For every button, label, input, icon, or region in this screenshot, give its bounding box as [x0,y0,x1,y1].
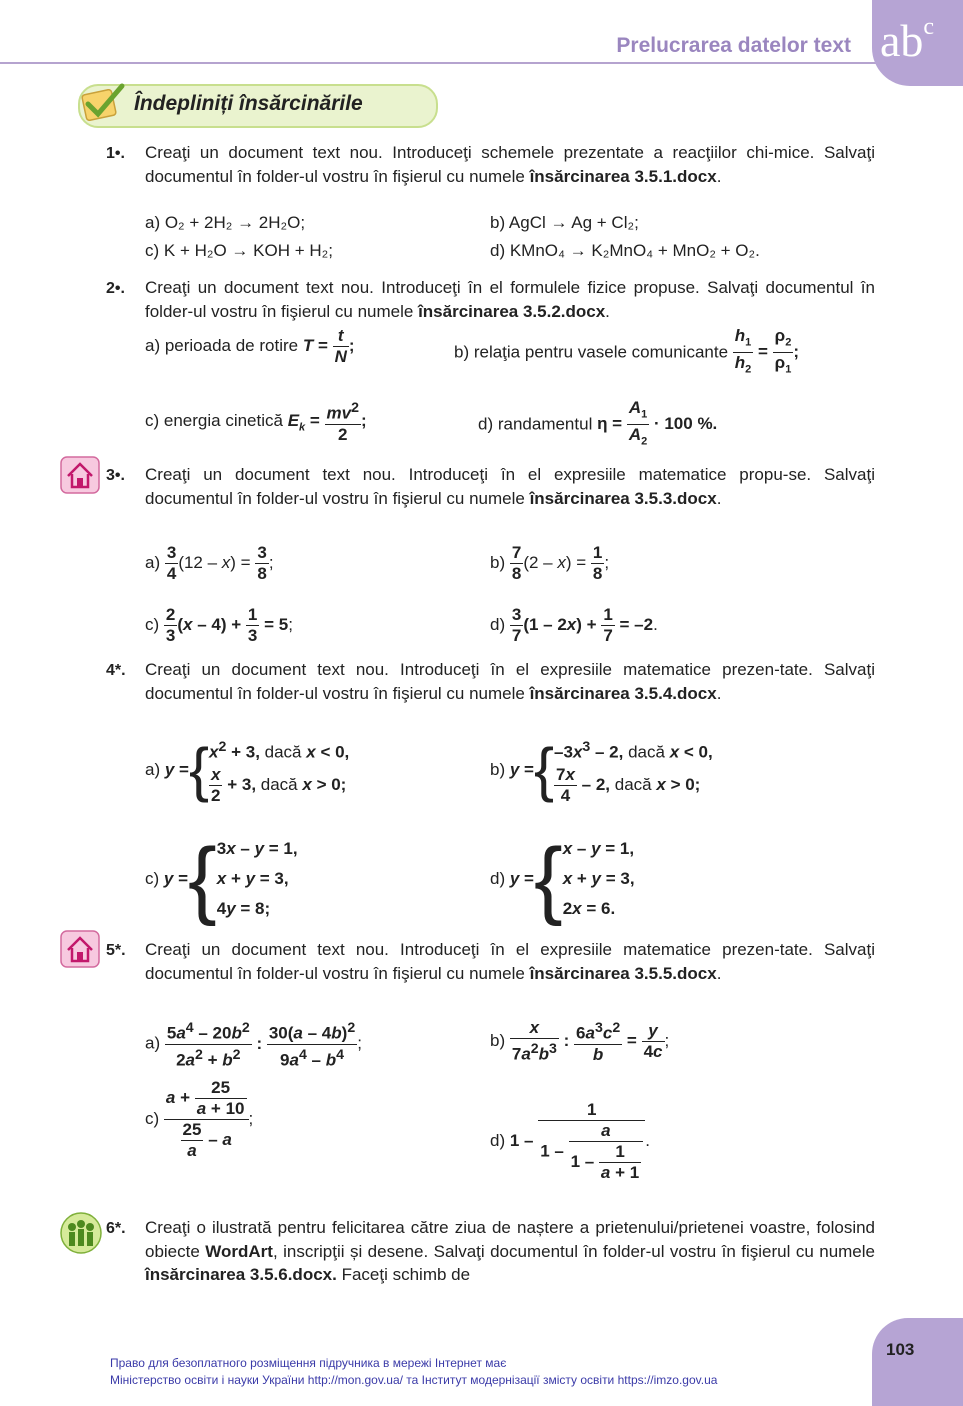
chapter-logo: $ab^c$ [880,14,935,66]
task-item: b) AgCl → Ag + Cl₂; [490,213,639,232]
formula-vessels: b) relaţia pentru vasele comunicante $\frac{h_1}{h_2}$ = $\frac{\rho_2}{\rho_1}$ ; [454,326,799,376]
check-list-icon [78,82,128,124]
task-text: Creaţi un document text nou. Introduceţi în el expresiile matematice prezen-tate. Salvaţi documentul în folder-ul vostru în fişierul cu numele însărcinarea 3.5.4.docx. [145,660,875,703]
task-number: 6*. [106,1220,126,1237]
system-4b: b) y = { $-3x^3 - 2$, dacă x < 0, $\frac{7x}{4}$ – 2, dacă x > 0; [490,736,713,805]
expression-5c: c) a + $\frac{25}{a + 10}$ $\frac{25}{a}$ – a ; [145,1078,254,1160]
task-text: Creaţi o ilustrată pentru felicitarea către ziua de naștere a prietenului/prietenei voastre, folosind obiecte WordArt, inscripţii și desene. Salvaţi documentul în folder-ul vostru în fişierul cu numele însărcinarea 3.5.6.docx. Faceţi schimb de [145,1218,875,1284]
task-item: a) O₂ + 2H₂ → 2H₂O; [145,213,306,232]
expression-3b: b) $\frac{7}{8}$ (2 – x) = $\frac{1}{8}$ ; [490,543,610,583]
system-4c: c) y = { 3x – y = 1, x + y = 3, 4y = 8; [145,831,298,927]
house-icon [60,456,100,494]
task-number: 1•. [106,145,125,162]
expression-5a: a) $\frac{5a^4 - 20b^2}{2a^2 + b^2}$ : $\frac{30(a - 4b)^2}{9a^4 - b^4}$ ; [145,1020,362,1070]
footer-line-2: Міністерство освіти і науки України http://mon.gov.ua/ та Інститут модернізації змісту освіти https://imzo.gov.ua [110,1373,718,1387]
expression-5d: d) 1 – 1 1 – a 1 – $\frac{1}{a + 1}$ . [490,1100,650,1182]
task-text: Creaţi un document text nou. Introduceţi schemele prezentate a reacţiilor chi-mice. Salvaţi documentul în folder-ul vostru în fişierul cu numele însărcinarea 3.5.1.docx. [145,143,875,186]
task-number: 3•. [106,467,125,484]
task-item: d) KMnO₄ → K₂MnO₄ + MnO₂ + O₂. [490,241,760,260]
task-number: 2•. [106,280,125,297]
task-text: Creaţi un document text nou. Introduceţi în el expresiile matematice propu-se. Salvaţi documentul în folder-ul vostru în fişierul cu numele însărcinarea 3.5.3.docx. [145,465,875,508]
expression-3d: d) $\frac{3}{7}$ (1 – 2x) + $\frac{1}{7}$ = –2. [490,605,658,645]
formula-period: a) perioada de rotire T = $\frac{t}{N}$ ; [145,326,355,366]
task-item: c) K + H₂O → KOH + H₂; [145,241,333,260]
task-number: 4*. [106,662,126,679]
formula-kinetic: c) energia cinetică $E_k$ = $\frac{mv^2}{2}$ ; [145,400,367,444]
page-number-tab [872,1318,963,1406]
expression-3c: c) $\frac{2}{3}$ (x – 4) + $\frac{1}{3}$ = 5; [145,605,293,645]
task-text: Creaţi un document text nou. Introduceţi în el expresiile matematice prezen-tate. Salvaţi documentul în folder-ul vostru în fişierul cu numele însărcinarea 3.5.5.docx. [145,940,875,983]
team-icon [60,1212,102,1254]
system-4d: d) y = { x – y = 1, x + y = 3, 2x = 6. [490,831,635,927]
expression-5b: b) $\frac{x}{7a^2b^3}$ : $\frac{6a^3c^2}{b}$ = $\frac{y}{4c}$ ; [490,1018,670,1064]
section-title: Îndepliniți însărcinările [134,92,363,115]
task-text: Creaţi un document text nou. Introduceţi în el formulele fizice propuse. Salvaţi documentul în folder-ul vostru în fişierul cu numele însărcinarea 3.5.2.docx. [145,278,875,321]
chapter-title: Prelucrarea datelor text [616,34,851,57]
formula-efficiency: d) randamentul η = $\frac{A_1}{A_2}$ · 100 %. [478,398,718,448]
expression-3a: a) $\frac{3}{4}$ (12 – x) = $\frac{3}{8}$ ; [145,543,274,583]
page-number: 103 [886,1340,915,1359]
header-rule [0,62,880,64]
task-number: 5*. [106,942,126,959]
house-icon [60,930,100,968]
system-4a: a) y = { $x^2 + 3$, dacă x < 0, $\frac{x}{2}$ + 3, dacă x > 0; [145,736,350,805]
footer-line-1: Право для безоплатного розміщення підручника в мережі Інтернет має [110,1356,507,1370]
